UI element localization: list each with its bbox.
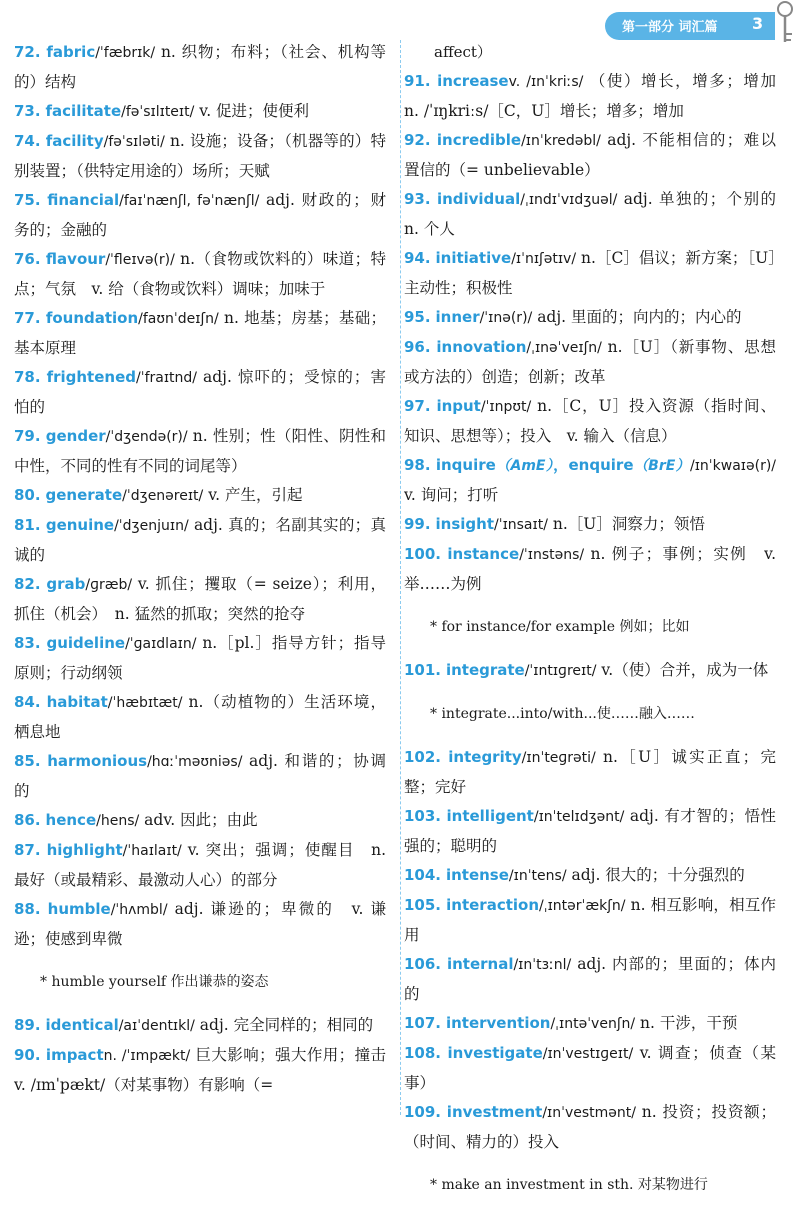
- phonetic: /ɪnˈvestmənt/: [542, 1105, 636, 1121]
- entry-number: 88.: [14, 900, 41, 918]
- headword: input: [436, 397, 481, 415]
- definition: adj. 完全同样的；相同的: [199, 1016, 374, 1034]
- vocab-entry: [404, 303, 776, 333]
- vocab-entry: [404, 185, 792, 244]
- entry-number: 80.: [14, 486, 41, 504]
- vocab-entry: [14, 245, 386, 304]
- variant-label: （AmE）: [495, 458, 554, 474]
- phonetic: /ˈdʒenəreɪt/: [122, 488, 204, 504]
- headword: instance: [447, 545, 520, 563]
- phonetic: /hens/: [96, 813, 140, 829]
- entry-number: 106.: [404, 955, 442, 973]
- vocab-entry: [14, 570, 386, 629]
- phonetic: /faɪˈnænʃl, fəˈnænʃl/: [119, 193, 260, 209]
- entry-number: 75.: [14, 191, 41, 209]
- entry-continuation: affect）: [434, 43, 492, 61]
- entry-number: 92.: [404, 131, 431, 149]
- phonetic: /ɪnˈtelɪdʒənt/: [533, 809, 625, 825]
- phonetic: /ˌɪndɪˈvɪdʒuəl/: [520, 192, 618, 208]
- definition: adj. 单独的；个别的 n. 个人: [404, 190, 792, 238]
- entry-number: 79.: [14, 427, 41, 445]
- headword: innovation: [436, 338, 527, 356]
- phonetic: /ɪˈnɪʃətɪv/: [511, 251, 577, 267]
- headword: habitat: [46, 693, 108, 711]
- phonetic: /ˈfæbrɪk/: [95, 45, 156, 61]
- vocab-entry: [404, 244, 776, 303]
- phonetic: /ˈɪnstəns/: [519, 547, 585, 563]
- vocab-entry: [14, 895, 386, 954]
- vocab-entry: [404, 656, 776, 686]
- definition: n. 例子；事例；实例 v. 举……为例: [404, 545, 777, 593]
- definition: adj. 惊吓的；受惊的；害怕的: [14, 368, 386, 416]
- definition: adj. 财政的；财务的；金融的: [14, 191, 386, 239]
- vocab-entry: [14, 836, 386, 895]
- entry-number: 94.: [404, 249, 431, 267]
- definition: n. 设施；设备；（机器等的）特别装置；（供特定用途的）场所；天赋: [14, 132, 386, 180]
- usage-note: * humble yourself 作出谦恭的姿态: [40, 974, 269, 990]
- entry-number: 91.: [404, 72, 431, 90]
- vocab-entry: [404, 540, 776, 599]
- headword: foundation: [45, 309, 139, 327]
- phonetic: /faʊnˈdeɪʃn/: [138, 311, 219, 327]
- entry-number: 84.: [14, 693, 41, 711]
- phonetic: n. /ˈɪmpækt/: [103, 1048, 191, 1064]
- vocab-entry: [404, 451, 776, 510]
- entry-number: 97.: [404, 397, 431, 415]
- phonetic: /hɑːˈməʊniəs/: [147, 754, 243, 770]
- headword: integrity: [448, 748, 522, 766]
- entry-number: 104.: [404, 866, 442, 884]
- definition: n. 相互影响，相互作用: [404, 896, 776, 944]
- phonetic: /ˈfraɪtnd/: [136, 370, 197, 386]
- entry-number: 87.: [14, 841, 41, 859]
- usage-note: * make an investment in sth. 对某物进行: [430, 1177, 708, 1193]
- entry-number: 102.: [404, 748, 442, 766]
- phonetic: /ˈdʒendə(r)/: [105, 429, 188, 445]
- headword: impact: [45, 1046, 104, 1064]
- vocab-entry: [14, 511, 386, 570]
- variant-label: （BrE）: [633, 458, 691, 474]
- headword: financial: [47, 191, 120, 209]
- headword: investigate: [447, 1044, 543, 1062]
- vocab-entry: [14, 806, 386, 836]
- definition: v.（使）合并，成为一体: [601, 661, 769, 679]
- definition: adv. 因此；由此: [144, 811, 258, 829]
- definition: adj. 不能相信的；难以置信的（= unbelievable）: [404, 131, 776, 179]
- vocab-entry: [404, 1098, 776, 1157]
- headword-alt: ，enquire: [553, 456, 634, 474]
- phonetic: /ɪnˈtens/: [508, 868, 567, 884]
- entry-number: 101.: [404, 661, 442, 679]
- headword: intervention: [445, 1014, 551, 1032]
- phonetic: /ɡræb/: [85, 577, 133, 593]
- headword: hence: [45, 811, 97, 829]
- right-column: [404, 38, 792, 1214]
- entry-number: 100.: [404, 545, 442, 563]
- vocab-entry: [404, 950, 776, 1009]
- headword: guideline: [46, 634, 126, 652]
- vocab-entry: [404, 333, 776, 392]
- phonetic: /ɪnˈvestɪɡeɪt/: [542, 1046, 634, 1062]
- vocab-entry: [14, 38, 386, 97]
- vocab-entry: [404, 126, 776, 185]
- headword: facility: [45, 132, 104, 150]
- entry-number: 109.: [404, 1103, 442, 1121]
- entry-number: 73.: [14, 102, 41, 120]
- definition: n.［pl.］指导方针；指导原则；行动纲领: [14, 634, 386, 682]
- phonetic: /ɪnˈtɜːnl/: [513, 957, 572, 973]
- headword: internal: [446, 955, 514, 973]
- entry-number: 103.: [404, 807, 442, 825]
- column-divider: [400, 40, 401, 1115]
- headword: highlight: [46, 841, 123, 859]
- vocab-entry: [14, 422, 386, 481]
- definition: v. 询问；打听: [404, 486, 499, 504]
- definition: adj. 里面的；向内的；内心的: [537, 308, 742, 326]
- vocab-entry: [14, 97, 386, 127]
- entry-number: 93.: [404, 190, 431, 208]
- entry-number: 90.: [14, 1046, 41, 1064]
- phonetic: /ˈɡaɪdlaɪn/: [125, 636, 197, 652]
- phonetic: /ˈɪnsaɪt/: [494, 517, 548, 533]
- entry-number: 99.: [404, 515, 431, 533]
- headword: harmonious: [47, 752, 148, 770]
- phonetic: /aɪˈdentɪkl/: [118, 1018, 195, 1034]
- vocab-entry: [14, 747, 386, 806]
- phonetic: /ˈɪnə(r)/: [479, 310, 533, 326]
- entry-number: 81.: [14, 516, 41, 534]
- headword: frightened: [46, 368, 136, 386]
- headword: inquire: [435, 456, 496, 474]
- definition: n.［C，U］投入资源（指时间、知识、思想等）；投入 v. 输入（信息）: [404, 397, 776, 445]
- headword: identical: [45, 1016, 119, 1034]
- vocab-entry: [404, 1009, 776, 1039]
- vocab-entry: [14, 629, 386, 688]
- headword: fabric: [46, 43, 96, 61]
- entry-number: 74.: [14, 132, 41, 150]
- headword: generate: [45, 486, 123, 504]
- definition: adj. 有才智的；悟性强的；聪明的: [404, 807, 776, 855]
- headword: initiative: [435, 249, 512, 267]
- definition: n. 地基；房基；基础；基本原理: [14, 309, 386, 357]
- left-column: [14, 38, 402, 1100]
- phonetic: /ˈhʌmbl/: [110, 902, 168, 918]
- headword: increase: [437, 72, 509, 90]
- definition: v. 调查；侦查（某事）: [404, 1044, 776, 1092]
- headword: integrate: [445, 661, 525, 679]
- phonetic: v. /ɪnˈkriːs/: [508, 74, 584, 90]
- vocab-entry: [404, 392, 776, 451]
- headword: flavour: [45, 250, 106, 268]
- headword: grab: [46, 575, 86, 593]
- entry-number: 108.: [404, 1044, 442, 1062]
- definition: n. 投资；投资额；（时间、精力的）投入: [404, 1103, 776, 1151]
- entry-number: 86.: [14, 811, 41, 829]
- definition: adj. 和谐的；协调的: [14, 752, 386, 800]
- phonetic: /ˈhæbɪtæt/: [107, 695, 183, 711]
- definition: v. 突出；强调；使醒目 n. 最好（或最精彩、最激动人心）的部分: [14, 841, 386, 889]
- definition: adj. 很大的；十分强烈的: [571, 866, 745, 884]
- phonetic: /ˈɪnpʊt/: [480, 399, 532, 415]
- phonetic: /ˈhaɪlaɪt/: [122, 843, 182, 859]
- entry-number: 78.: [14, 368, 41, 386]
- phonetic: /fəˈsɪlɪteɪt/: [121, 104, 195, 120]
- definition: 巨大影响；强大作用；撞击 v. /ɪmˈpækt/（对某事物）有影响（=: [14, 1046, 402, 1094]
- phonetic: /ˈɪntɪɡreɪt/: [524, 663, 597, 679]
- usage-note: * integrate...into/with...使……融入……: [430, 706, 695, 722]
- phonetic: /ɪnˈteɡrəti/: [521, 750, 596, 766]
- vocab-entry: [14, 304, 386, 363]
- phonetic: /ɪnˈkredəbl/: [521, 133, 601, 149]
- definition: n.［U］诚实正直；完整；完好: [404, 748, 776, 796]
- phonetic: /ɪnˈkwaɪə(r)/: [690, 458, 777, 474]
- definition: （使）增长，增多；增加 n. /ˈɪŋkriːs/［C，U］增长；增多；增加: [404, 72, 792, 120]
- definition: n. 织物；布料；（社会、机构等的）结构: [14, 43, 386, 91]
- vocab-entry: [404, 67, 792, 126]
- entry-number: 95.: [404, 308, 431, 326]
- headword: intelligent: [446, 807, 534, 825]
- vocab-entry: [14, 127, 386, 186]
- vocab-entry: [404, 802, 776, 861]
- section-title: 第一部分 词汇篇: [622, 20, 718, 35]
- page-number: 3: [752, 14, 764, 33]
- phonetic: /ˈfleɪvə(r)/: [105, 252, 175, 268]
- entry-number: 105.: [404, 896, 442, 914]
- definition: n.［U］（新事物、思想或方法的）创造；创新；改革: [404, 338, 776, 386]
- definition: adj. 内部的；里面的；体内的: [404, 955, 776, 1003]
- vocab-entry: [14, 688, 386, 747]
- entry-number: 85.: [14, 752, 41, 770]
- vocab-entry: [404, 891, 776, 950]
- definition: n.（食物或饮料的）味道；特点；气氛 v. 给（食物或饮料）调味；加味于: [14, 250, 386, 298]
- entry-number: 77.: [14, 309, 41, 327]
- vocab-entry: [404, 861, 776, 891]
- phonetic: /ˈdʒenjuɪn/: [114, 518, 189, 534]
- vocab-entry: [14, 363, 386, 422]
- vocab-entry: [14, 1011, 386, 1041]
- entry-number: 76.: [14, 250, 41, 268]
- phonetic: /ˌɪnəˈveɪʃn/: [526, 340, 602, 356]
- headword: interaction: [446, 896, 540, 914]
- definition: v. 抓住；攫取（= seize）；利用，抓住（机会） n. 猛然的抓取；突然的抢夺: [14, 575, 386, 623]
- headword: inner: [435, 308, 480, 326]
- usage-note: * for instance/for example 例如；比如: [430, 619, 690, 635]
- phonetic: /ˌɪntərˈækʃn/: [539, 898, 626, 914]
- headword: genuine: [45, 516, 115, 534]
- headword: individual: [436, 190, 521, 208]
- entry-number: 96.: [404, 338, 431, 356]
- definition: n.［C］倡议；新方案；［U］主动性；积极性: [404, 249, 776, 297]
- definition: n.（动植物的）生活环境，栖息地: [14, 693, 386, 741]
- headword: gender: [45, 427, 106, 445]
- definition: n. 干涉，干预: [640, 1014, 738, 1032]
- vocab-entry: [404, 1039, 776, 1098]
- headword: humble: [47, 900, 111, 918]
- vocab-entry: [404, 510, 776, 540]
- entry-number: 98.: [404, 456, 431, 474]
- headword: incredible: [436, 131, 522, 149]
- entry-number: 82.: [14, 575, 41, 593]
- definition: adj. 谦逊的；卑微的 v. 谦逊；使感到卑微: [14, 900, 386, 948]
- phonetic: /ˌɪntəˈvenʃn/: [550, 1016, 636, 1032]
- entry-number: 89.: [14, 1016, 41, 1034]
- definition: v. 促进；使便利: [199, 102, 310, 120]
- entry-number: 72.: [14, 43, 41, 61]
- definition: n.［U］洞察力；领悟: [552, 515, 705, 533]
- headword: facilitate: [45, 102, 122, 120]
- definition: n. 性别；性（阳性、阴性和中性，不同的性有不同的词尾等）: [14, 427, 386, 475]
- vocab-entry: [404, 743, 776, 802]
- headword: investment: [446, 1103, 543, 1121]
- vocab-entry: [14, 481, 386, 511]
- definition: v. 产生，引起: [208, 486, 303, 504]
- phonetic: /fəˈsɪləti/: [103, 134, 165, 150]
- headword: insight: [435, 515, 494, 533]
- definition: adj. 真的；名副其实的；真诚的: [14, 516, 386, 564]
- vocab-entry: [14, 186, 386, 245]
- entry-number: 83.: [14, 634, 41, 652]
- vocab-entry: [14, 1041, 402, 1100]
- entry-number: 107.: [404, 1014, 442, 1032]
- headword: intense: [445, 866, 509, 884]
